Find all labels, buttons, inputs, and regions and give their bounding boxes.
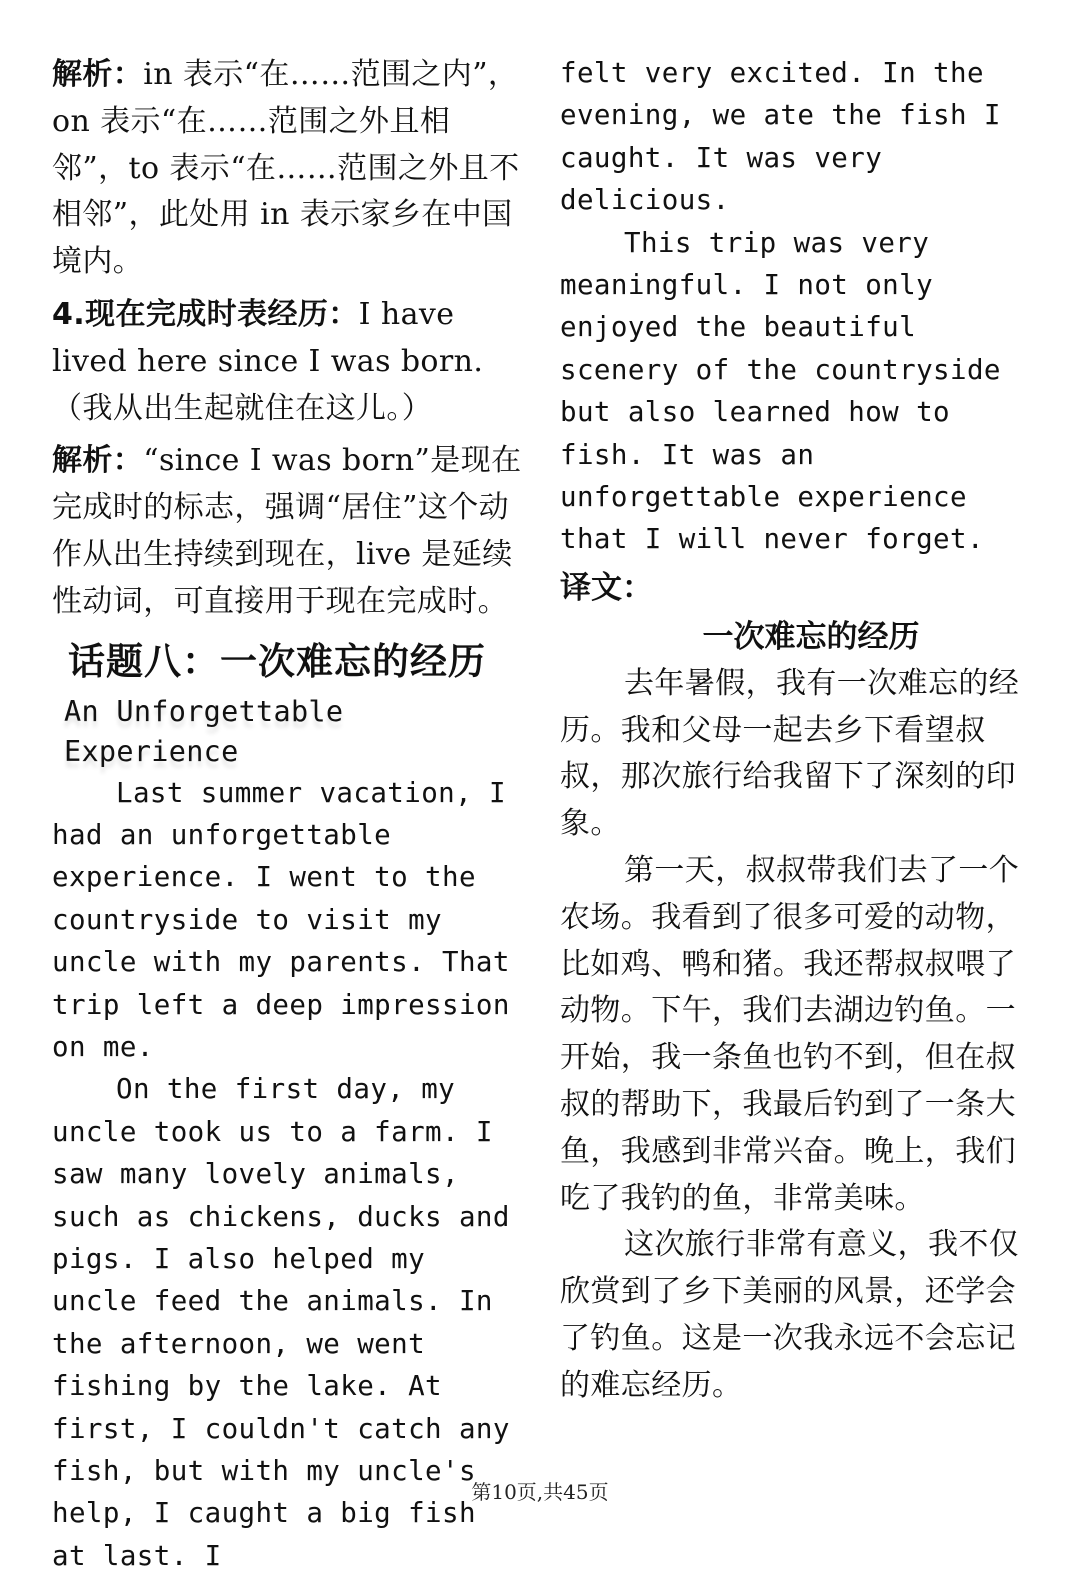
essay-paragraph-2-continued: felt very excited. In the evening, we ate the fish I caught. It was very delicious. bbox=[560, 57, 1001, 217]
grammar-point-present-perfect bbox=[52, 292, 522, 432]
page-number: 第10页,共45页 bbox=[471, 1480, 609, 1504]
grammar-point-label: 4.现在完成时表经历： bbox=[52, 296, 359, 332]
analysis-label: 解析： bbox=[52, 443, 144, 479]
analysis-text: “since I was born”是现在完成时的标志，强调“居住”这个动作从出生持续到现在，live 是延续性动词，可直接用于现在完成时。 bbox=[52, 443, 522, 619]
essay-title: An Unforgettable Experience bbox=[64, 694, 344, 768]
translation-paragraph-2: 第一天，叔叔带我们去了一个农场。我看到了很多可爱的动物，比如鸡、鸭和猪。我还帮叔叔喂了动物。下午，我们去湖边钓鱼。一开始，我一条鱼也钓不到，但在叔叔的帮助下，我最后钓到了一条大鱼，我感到非常兴奋。晚上，我们吃了我钓的鱼，非常美味。 bbox=[560, 853, 1020, 1216]
grammar-point-example: I have lived here since I was born.（我从出生起就住在这儿。） bbox=[52, 296, 484, 426]
analysis-text: in 表示“在……范围之内”，on 表示“在……范围之外且相邻”，to 表示“在……范围之外且不相邻”，此处用 in 表示家乡在中国境内。 bbox=[52, 57, 520, 280]
analysis-note-prepositions bbox=[52, 52, 522, 286]
translation-label: 译文： bbox=[560, 569, 653, 606]
essay-paragraph-3: This trip was very meaningful. I not only enjoyed the beautiful scenery of the countryside but also learned how to fish. It was an unforgettable experience that I will never forget. bbox=[560, 226, 1001, 556]
essay-paragraph-2: On the first day, my uncle took us to a farm. I saw many lovely animals, such as chickens, ducks and pigs. I also helped my uncle feed the animals. In the afternoon, we went fishing by the lake. At first, I couldn't catch any fish, but with my uncle's help, I caught a big fish at last. I bbox=[52, 1073, 510, 1572]
translation-paragraph-1: 去年暑假，我有一次难忘的经历。我和父母一起去乡下看望叔叔，那次旅行给我留下了深刻的印象。 bbox=[560, 665, 1020, 842]
topic-title: 话题八：一次难忘的经历 bbox=[68, 639, 486, 683]
right-column bbox=[560, 52, 1042, 1410]
left-column bbox=[52, 52, 522, 1577]
analysis-label: 解析： bbox=[52, 57, 144, 92]
essay-paragraph-1: Last summer vacation, I had an unforgettable experience. I went to the countryside to visit my uncle with my parents. That trip left a deep impression on me. bbox=[52, 776, 510, 1063]
translation-title: 一次难忘的经历 bbox=[702, 618, 920, 655]
translation-paragraph-3: 这次旅行非常有意义，我不仅欣赏到了乡下美丽的风景，还学会了钓鱼。这是一次我永远不会忘记的难忘经历。 bbox=[560, 1227, 1020, 1403]
analysis-note-since bbox=[52, 438, 522, 625]
